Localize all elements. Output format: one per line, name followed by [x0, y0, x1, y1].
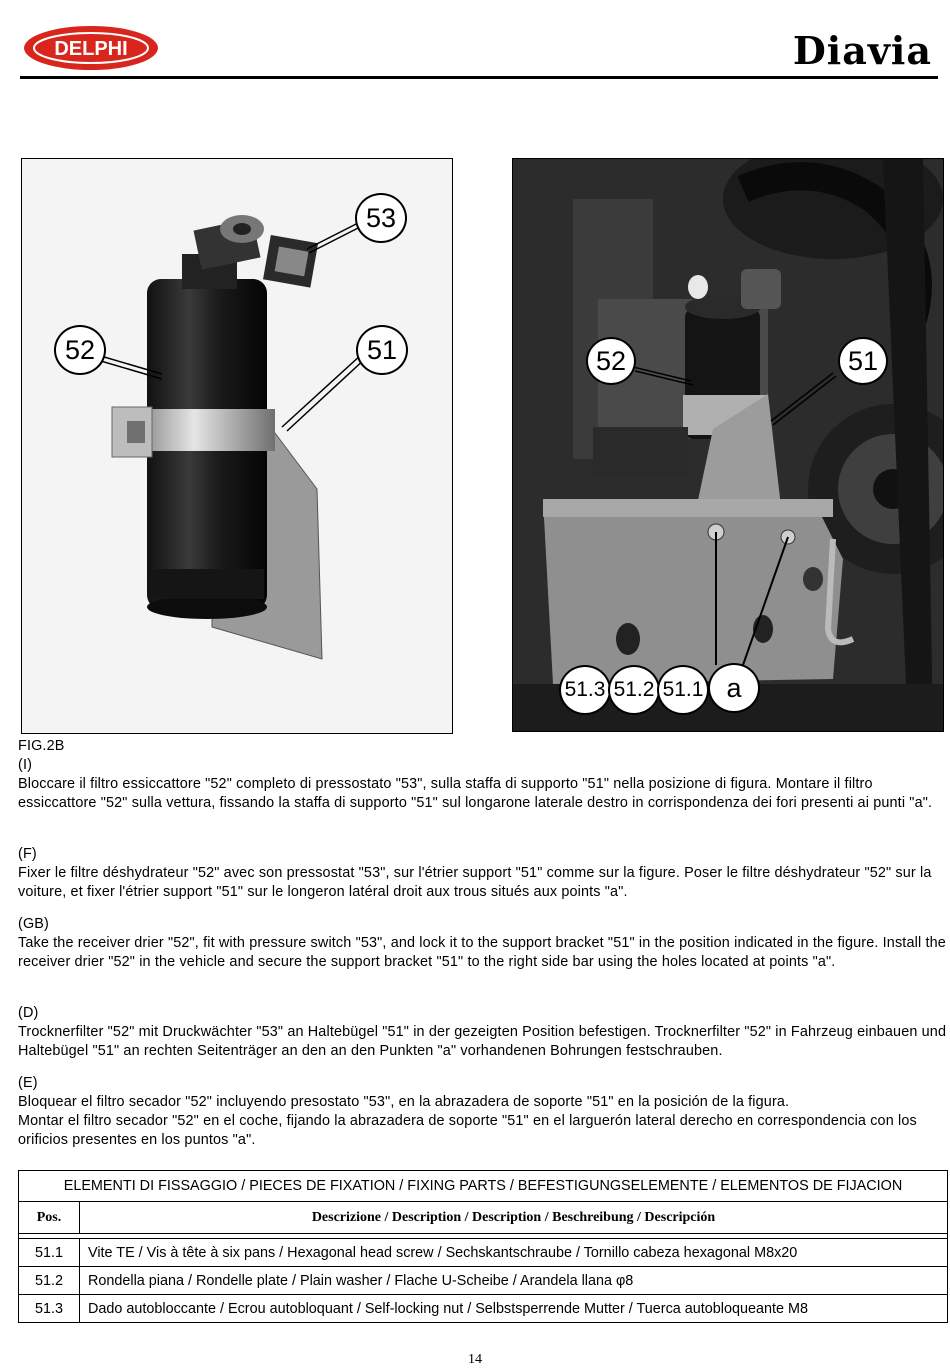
- table-row: [19, 1267, 948, 1295]
- section-spanish: [18, 1074, 948, 1150]
- section-lang-label: (F): [18, 846, 37, 862]
- section-body: Fixer le filtre déshydrateur "52" avec son pressostat "53", sur l'étrier support "51" comme sur la figure. Poser le filtre déshydrateur "52" sur la voiture, et fixer l'étrier support "51" sur le longeron latéral droit aux trous situés aux points "a".: [18, 865, 932, 900]
- row-description: Rondella piana / Rondelle plate / Plain washer / Flache U-Scheibe / Arandela llana φ8: [80, 1267, 948, 1295]
- section-lang-label: (D): [18, 1005, 39, 1021]
- row-description: Vite TE / Vis à tête à six pans / Hexagonal head screw / Sechskantschraube / Tornillo cabeza hexagonal M8x20: [80, 1239, 948, 1267]
- callout-53-left: 53: [355, 193, 407, 243]
- section-body: Take the receiver drier "52", fit with pressure switch "53", and lock it to the support bracket "51" in the position indicated in the figure. Install the receiver drier "52" in the vehicle and secure the support bracket "51" to the right side bar using the holes located at points "a".: [18, 935, 946, 970]
- section-german: [18, 1004, 948, 1061]
- column-header-description: Descrizione / Description / Description / Beschreibung / Descripción: [80, 1202, 948, 1234]
- callout-51-3: 51.3: [559, 665, 611, 715]
- callout-52-left: 52: [54, 325, 106, 375]
- section-english: [18, 915, 948, 972]
- section-lang-label: (I): [18, 757, 33, 773]
- section-italian: [18, 756, 948, 813]
- table-title: ELEMENTI DI FISSAGGIO / PIECES DE FIXATION / FIXING PARTS / BEFESTIGUNGSELEMENTE / ELEMENTOS DE FIJACION: [19, 1171, 948, 1202]
- callout-51-2: 51.2: [608, 665, 660, 715]
- section-body: Bloquear el filtro secador "52" incluyendo presostato "53", en la abrazadera de soporte "51" en la posición de la figura.: [18, 1094, 790, 1110]
- section-body-2: Montar el filtro secador "52" en el coche, fijando la abrazadera de soporte "51" en el larguerón lateral derecho en correspondencia con los orificios presentes en los puntos "a".: [18, 1113, 917, 1148]
- column-header-pos: Pos.: [19, 1202, 80, 1234]
- diavia-logo: Diavia: [792, 28, 932, 73]
- installation-illustration: [513, 159, 943, 731]
- figure-caption: FIG.2B: [18, 738, 65, 754]
- figure-installation: [512, 158, 944, 732]
- section-body: Bloccare il filtro essiccattore "52" completo di pressostato "53", sulla staffa di supporto "51" nella posizione di figura. Montare il filtro essiccattore "52" sulla vettura, fissando la staffa di supporto "51" sul longarone laterale destro in corrispondenza dei fori presenti ai punti "a".: [18, 776, 933, 811]
- section-french: [18, 845, 948, 902]
- fixing-parts-table: [18, 1170, 948, 1323]
- callout-51-right: 51: [838, 337, 888, 385]
- table-row: [19, 1295, 948, 1323]
- figure-receiver-drier: [21, 158, 453, 734]
- delphi-logo: [22, 24, 160, 72]
- row-pos: 51.3: [19, 1295, 80, 1323]
- section-lang-label: (GB): [18, 916, 49, 932]
- callout-a: a: [708, 663, 760, 713]
- callout-52-right: 52: [586, 337, 636, 385]
- row-description: Dado autobloccante / Ecrou autobloquant / Self-locking nut / Selbstsperrende Mutter / Tuerca autobloqueante M8: [80, 1295, 948, 1323]
- receiver-drier-illustration: [22, 159, 452, 733]
- table-row: [19, 1239, 948, 1267]
- delphi-logo-text: DELPHI: [54, 38, 128, 60]
- callout-51-left: 51: [356, 325, 408, 375]
- section-lang-label: (E): [18, 1075, 38, 1091]
- row-pos: 51.1: [19, 1239, 80, 1267]
- page-number: 14: [468, 1352, 482, 1367]
- callout-51-1: 51.1: [657, 665, 709, 715]
- row-pos: 51.2: [19, 1267, 80, 1295]
- header-rule: [20, 76, 938, 79]
- section-body: Trocknerfilter "52" mit Druckwächter "53" an Haltebügel "51" in der gezeigten Position befestigen. Trocknerfilter "52" in Fahrzeug einbauen und Haltebügel "51" an rechten Seitenträger an den an den Punkten "a" vorhandenen Bohrungen festschrauben.: [18, 1024, 947, 1059]
